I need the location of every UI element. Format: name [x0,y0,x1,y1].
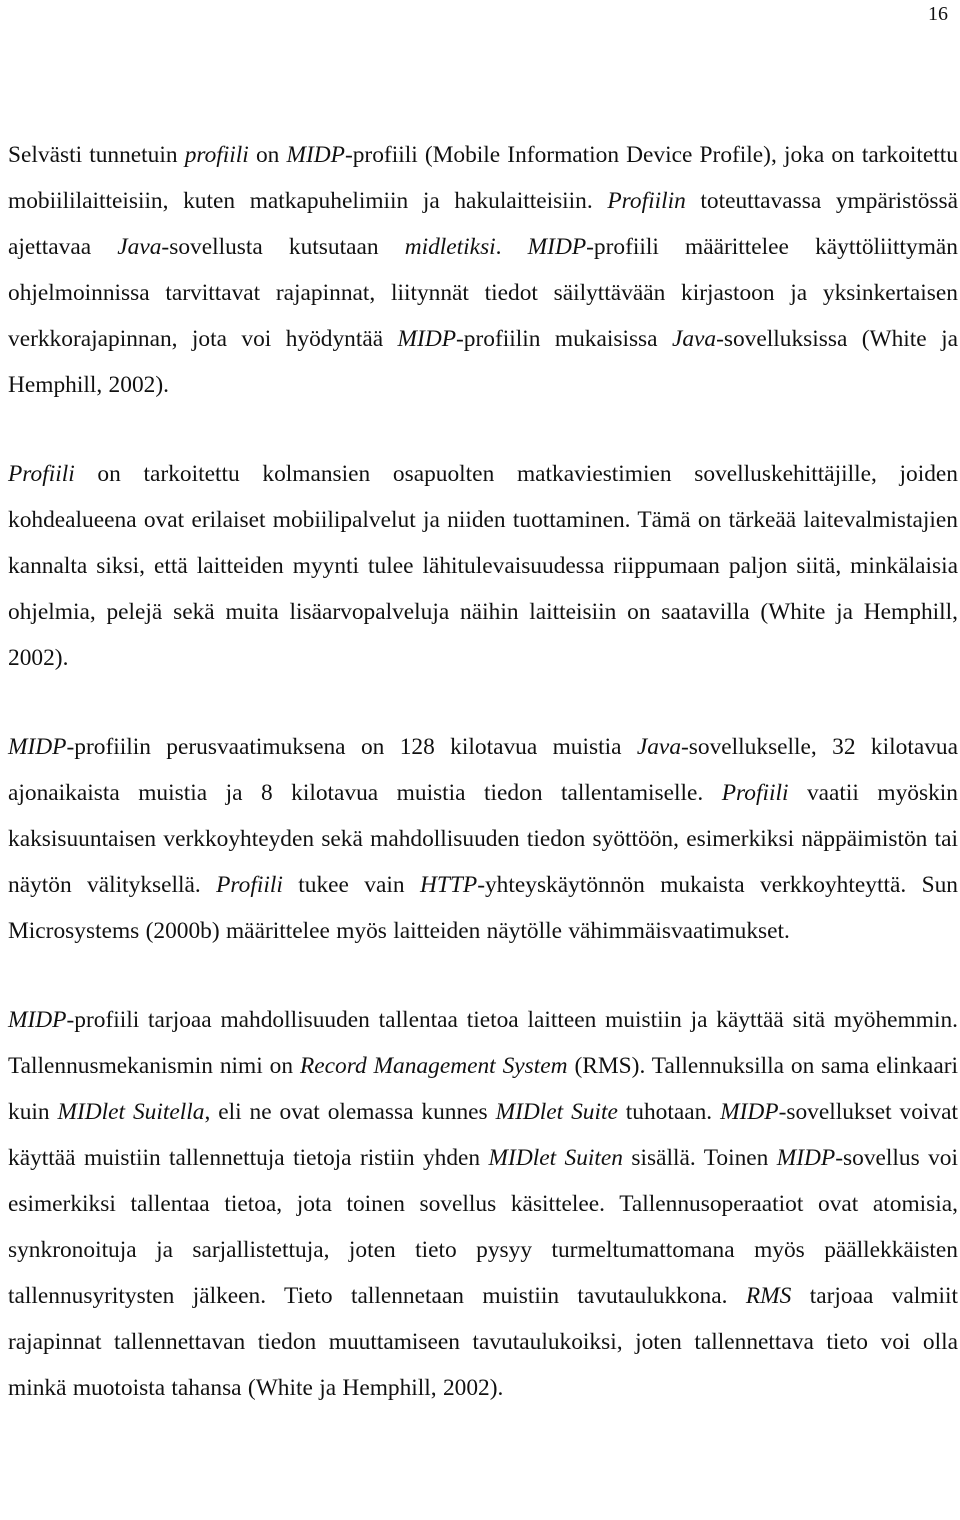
italic-term: RMS [745,1283,792,1309]
text-run: tarjoaa valmiit rajapinnat tallennettavan tiedon muuttamiseen tavutaulukoiksi, joten tallennettava tieto voi olla minkä muotoista tahansa (White ja Hemphill, 2002). [8,1283,958,1401]
paragraph [8,132,958,408]
italic-term: MIDP [397,326,457,352]
italic-term: Profiili [8,461,75,487]
text-run: -sovelluksissa (White ja Hemphill, 2002). [8,326,958,398]
text-run: -profiili (Mobile Information Device Profile), joka on tarkoitettu mobiililaitteisiin, kuten matkapuhelimiin ja hakulaitteisiin. [8,142,958,214]
italic-term: midletiksi [404,234,496,260]
italic-term: MIDlet Suitella [57,1099,205,1125]
text-run: tukee vain [282,872,420,898]
text-run: -sovellus voi esimerkiksi tallentaa tietoa, jota toinen sovellus käsittelee. Tallennusoperaatiot ovat atomisia, synkronoituja ja sarjallistettuja, joten tieto pysyy turmeltumattomana myös päällekkäisten tallennusyritysten jälkeen. Tieto tallennetaan muistiin tavutaulukkona. [8,1145,959,1309]
text-run: -profiilin perusvaatimuksena on 128 kilotavua muistia [66,734,637,760]
italic-term: Record Management System [299,1053,568,1079]
italic-term: Java [117,234,162,260]
italic-term: MIDP [720,1099,779,1125]
text-run: toteuttavassa ympäristössä ajettavaa [8,188,958,260]
text-run: Selvästi tunnetuin [8,142,185,168]
italic-term: MIDlet Suite [495,1099,618,1125]
italic-term: Profiili [216,872,283,898]
italic-term: Profiili [721,780,789,806]
italic-term: MIDP [776,1145,836,1171]
text-run: tuhotaan. [617,1099,721,1125]
text-run: -sovellusta kutsutaan [161,234,405,260]
text-run: -yhteyskäytönnön mukaista verkkoyhteyttä. Sun Microsystems (2000b) määrittelee myös laitteiden näytölle vähimmäisvaatimukset. [8,872,958,944]
text-run: -profiili tarjoaa mahdollisuuden tallentaa tietoa laitteen muistiin ja käyttää sitä myöhemmin. Tallennusmekanismin nimi on [8,1007,958,1079]
italic-term: MIDP [8,734,67,760]
italic-term: profiili [184,142,249,168]
text-run: on [248,142,287,168]
text-run: vaatii myöskin kaksisuuntaisen verkkoyhteyden sekä mahdollisuuden tiedon syöttöön, esimerkiksi näppäimistön tai näytön välityksellä. [8,780,958,898]
text-run: -sovellukset voivat käyttää muistiin tallennettuja tietoja ristiin yhden [8,1099,958,1171]
text-run: (RMS). Tallennuksilla on sama elinkaari kuin [8,1053,958,1125]
text-run: on tarkoitettu kolmansien osapuolten matkaviestimien sovelluskehittäjille, joiden kohdealueena ovat erilaiset mobiilipalvelut ja niiden tuottaminen. Tämä on tärkeää laitevalmistajien kannalta siksi, että laitteiden myynti tulee lähitulevaisuudessa riippumaan paljon siitä, minkälaisia ohjelmia, pelejä sekä muita lisäarvopalveluja näihin laitteisiin on saatavilla (White ja Hemphill, 2002). [8,461,958,671]
italic-term: MIDP [286,142,345,168]
italic-term: HTTP [419,872,478,898]
italic-term: Profiilin [607,188,686,214]
italic-term: Java [671,326,717,352]
page-number: 16 [928,3,948,25]
italic-term: Java [636,734,682,760]
italic-term: MIDP [8,1007,67,1033]
paragraph [8,724,958,954]
document-body [8,132,958,1411]
paragraph [8,997,958,1411]
text-run: -sovellukselle, 32 kilotavua ajonaikaista muistia ja 8 kilotavua muistia tiedon tallentamiselle. [8,734,958,806]
italic-term: MIDlet Suiten [488,1145,623,1171]
text-run: sisällä. Toinen [622,1145,777,1171]
text-run: . [495,234,528,260]
paragraph [8,451,958,681]
italic-term: MIDP [527,234,587,260]
text-run: -profiili määrittelee käyttöliittymän ohjelmoinnissa tarvittavat rajapinnat, liitynnät tiedot säilyttävään kirjastoon ja yksinkertaisen verkkorajapinnan, jota voi hyödyntää [8,234,959,352]
text-run: -profiilin mukaisissa [456,326,672,352]
text-run: , eli ne ovat olemassa kunnes [204,1099,496,1125]
